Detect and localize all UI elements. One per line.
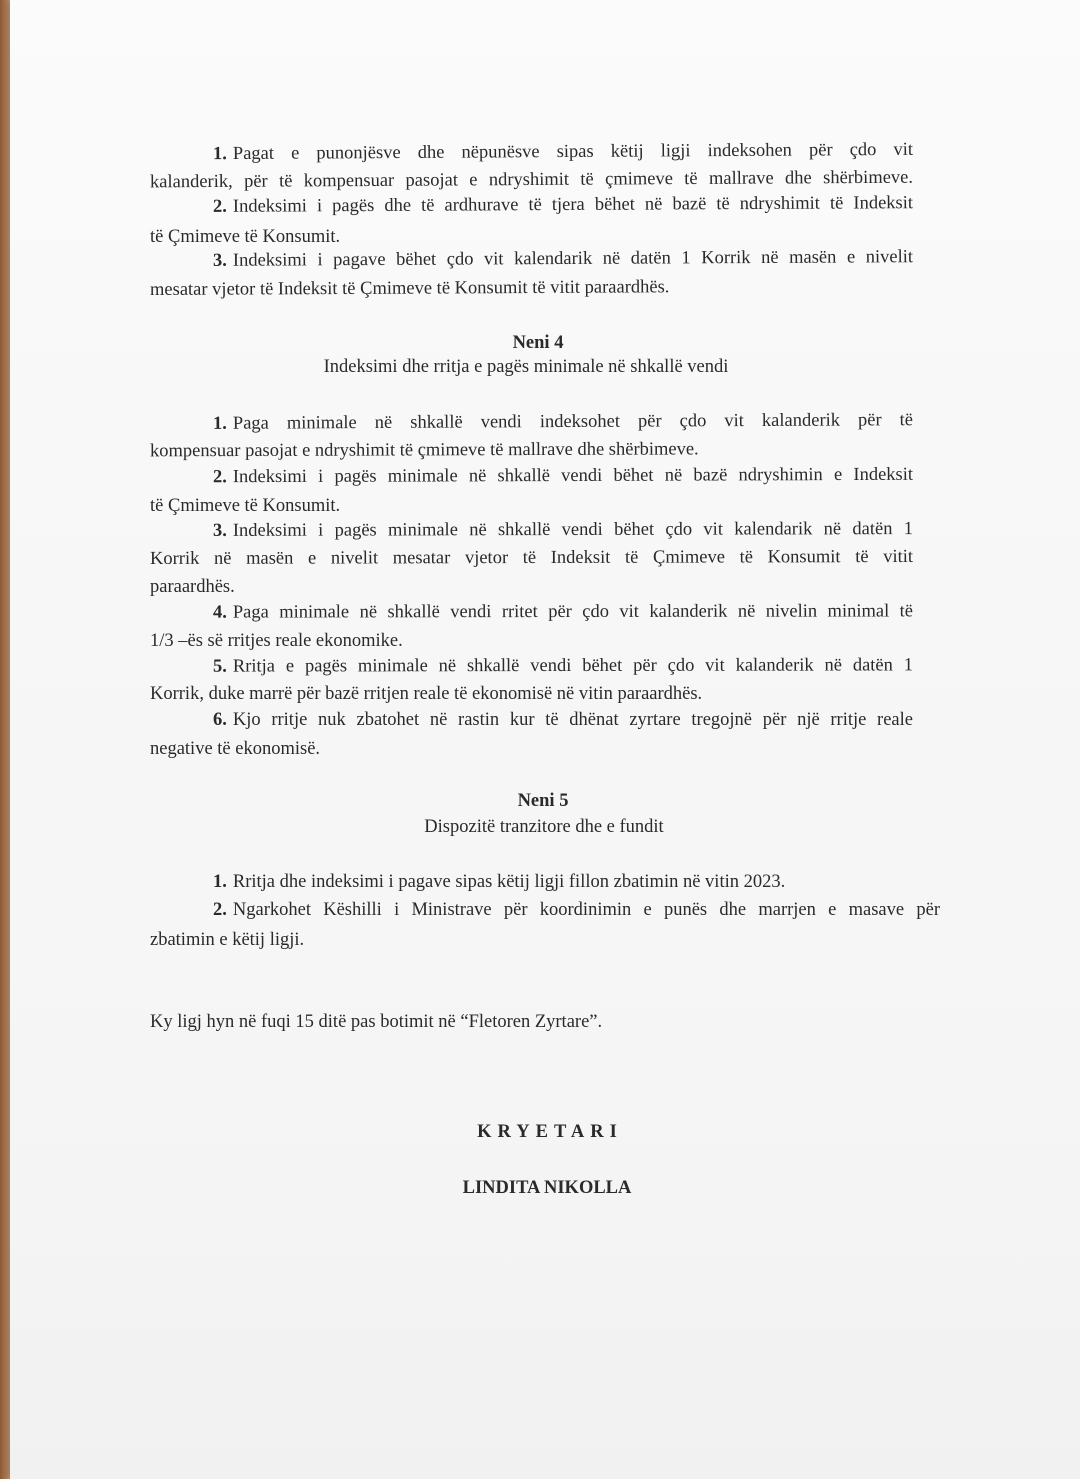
paragraph-text: Rritja e pagës minimale në shkallë vendi bëhet për çdo vit kalanderik në datën 1 <box>232 655 914 677</box>
article-5-subtitle: Dispozitë tranzitore dhe e fundit <box>424 817 664 837</box>
paragraph-text: Paga minimale në shkallë vendi rritet për çdo vit kalanderik në nivelin minimal të <box>232 601 914 623</box>
paragraph-number: 1. <box>212 144 227 165</box>
paragraph-number: 6. <box>213 710 227 730</box>
art4-p3-line1 <box>213 517 913 543</box>
article-5-heading: Neni 5 <box>517 791 569 811</box>
paragraph-number: 1. <box>212 413 227 434</box>
article-4-subtitle: Indeksimi dhe rritja e pagës minimale në shkallë vendi <box>323 357 729 377</box>
art3-p1-line2: kalanderik, për të kompensuar pasojat e ndryshimit të çmimeve të mallrave dhe shërbimeve. <box>149 167 914 193</box>
paragraph-number: 3. <box>212 520 227 541</box>
art4-p6-line2: negative të ekonomisë. <box>150 739 321 759</box>
signature-name: LINDITA NIKOLLA <box>462 1178 632 1198</box>
paragraph-text: Ngarkohet Këshilli i Ministrave për koordinimin e punës dhe marrjen e masave për <box>232 900 940 920</box>
paragraph-number: 2. <box>213 900 227 920</box>
paragraph-number: 2. <box>212 467 227 488</box>
art4-p1-line2: kompensuar pasojat e ndryshimit të çmimeve të mallrave dhe shërbimeve. <box>149 439 699 462</box>
paragraph-text: Indeksimi i pagës minimale në shkallë vendi bëhet në bazë ndryshimin e Indeksit <box>232 464 914 488</box>
paragraph-number: 1. <box>213 872 227 892</box>
paragraph-text: Pagat e punonjësve dhe nëpunësve sipas këtij ligji indeksohen për çdo vit <box>232 139 914 165</box>
art5-p2-line1 <box>213 898 940 922</box>
art4-p6-line1 <box>213 708 913 732</box>
paragraph-text: Indeksimi i pagës minimale në shkallë vendi bëhet çdo vit kalendarik në datën 1 <box>232 519 914 541</box>
art3-p2-line2: të Çmimeve të Konsumit. <box>150 227 341 247</box>
paragraph-number: 3. <box>212 250 227 271</box>
art4-p5-line2: Korrik, duke marrë për bazë rritjen reale të ekonomisë në vitin paraardhës. <box>150 684 703 704</box>
paragraph-number: 2. <box>212 196 227 217</box>
art3-p2-line1 <box>213 191 913 219</box>
closing-statement: Ky ligj hyn në fuqi 15 ditë pas botimit në “Fletoren Zyrtare”. <box>150 1012 603 1032</box>
art3-p3-line1 <box>213 245 913 273</box>
art4-p2-line1 <box>213 463 913 489</box>
paragraph-number: 5. <box>212 656 227 677</box>
art3-p3-line2: mesatar vjetor të Indeksit të Çmimeve të Konsumit të vitit paraardhës. <box>149 277 670 300</box>
art3-p1-line1 <box>213 138 913 166</box>
art4-p2-line2: të Çmimeve të Konsumit. <box>150 496 341 516</box>
art4-p4-line1 <box>213 599 913 624</box>
signature-title: KRYETARI <box>477 1122 623 1142</box>
art4-p3-line3: paraardhës. <box>150 577 235 597</box>
paragraph-text: Kjo rritje nuk zbatohet në rastin kur të dhënat zyrtare tregojnë për një rritje reale <box>232 710 913 730</box>
art4-p3-line2: Korrik në masën e nivelit mesatar vjetor të Indeksit të Çmimeve të Konsumit të vitit <box>149 547 914 569</box>
document-page <box>10 0 1080 1479</box>
paragraph-text: Indeksimi i pagave bëhet çdo vit kalendarik në datën 1 Korrik në masën e nivelit <box>232 247 914 271</box>
paragraph-text: Indeksimi i pagës dhe të ardhurave të tjera bëhet në bazë të ndryshimit të Indeksit <box>232 193 914 217</box>
art5-p2-line2: zbatimin e këtij ligji. <box>150 930 305 950</box>
art4-p1-line1 <box>213 408 913 436</box>
art4-p5-line1 <box>213 653 913 678</box>
paragraph-text: Paga minimale në shkallë vendi indeksohet për çdo vit kalanderik për të <box>232 410 914 434</box>
paragraph-number: 4. <box>212 602 227 623</box>
paragraph-text: Rritja dhe indeksimi i pagave sipas këtij ligji fillon zbatimin në vitin 2023. <box>232 872 786 892</box>
art4-p4-line2: 1/3 –ës së rritjes reale ekonomike. <box>150 631 403 651</box>
article-4-heading: Neni 4 <box>512 333 564 353</box>
art5-p1-line1 <box>213 870 953 894</box>
